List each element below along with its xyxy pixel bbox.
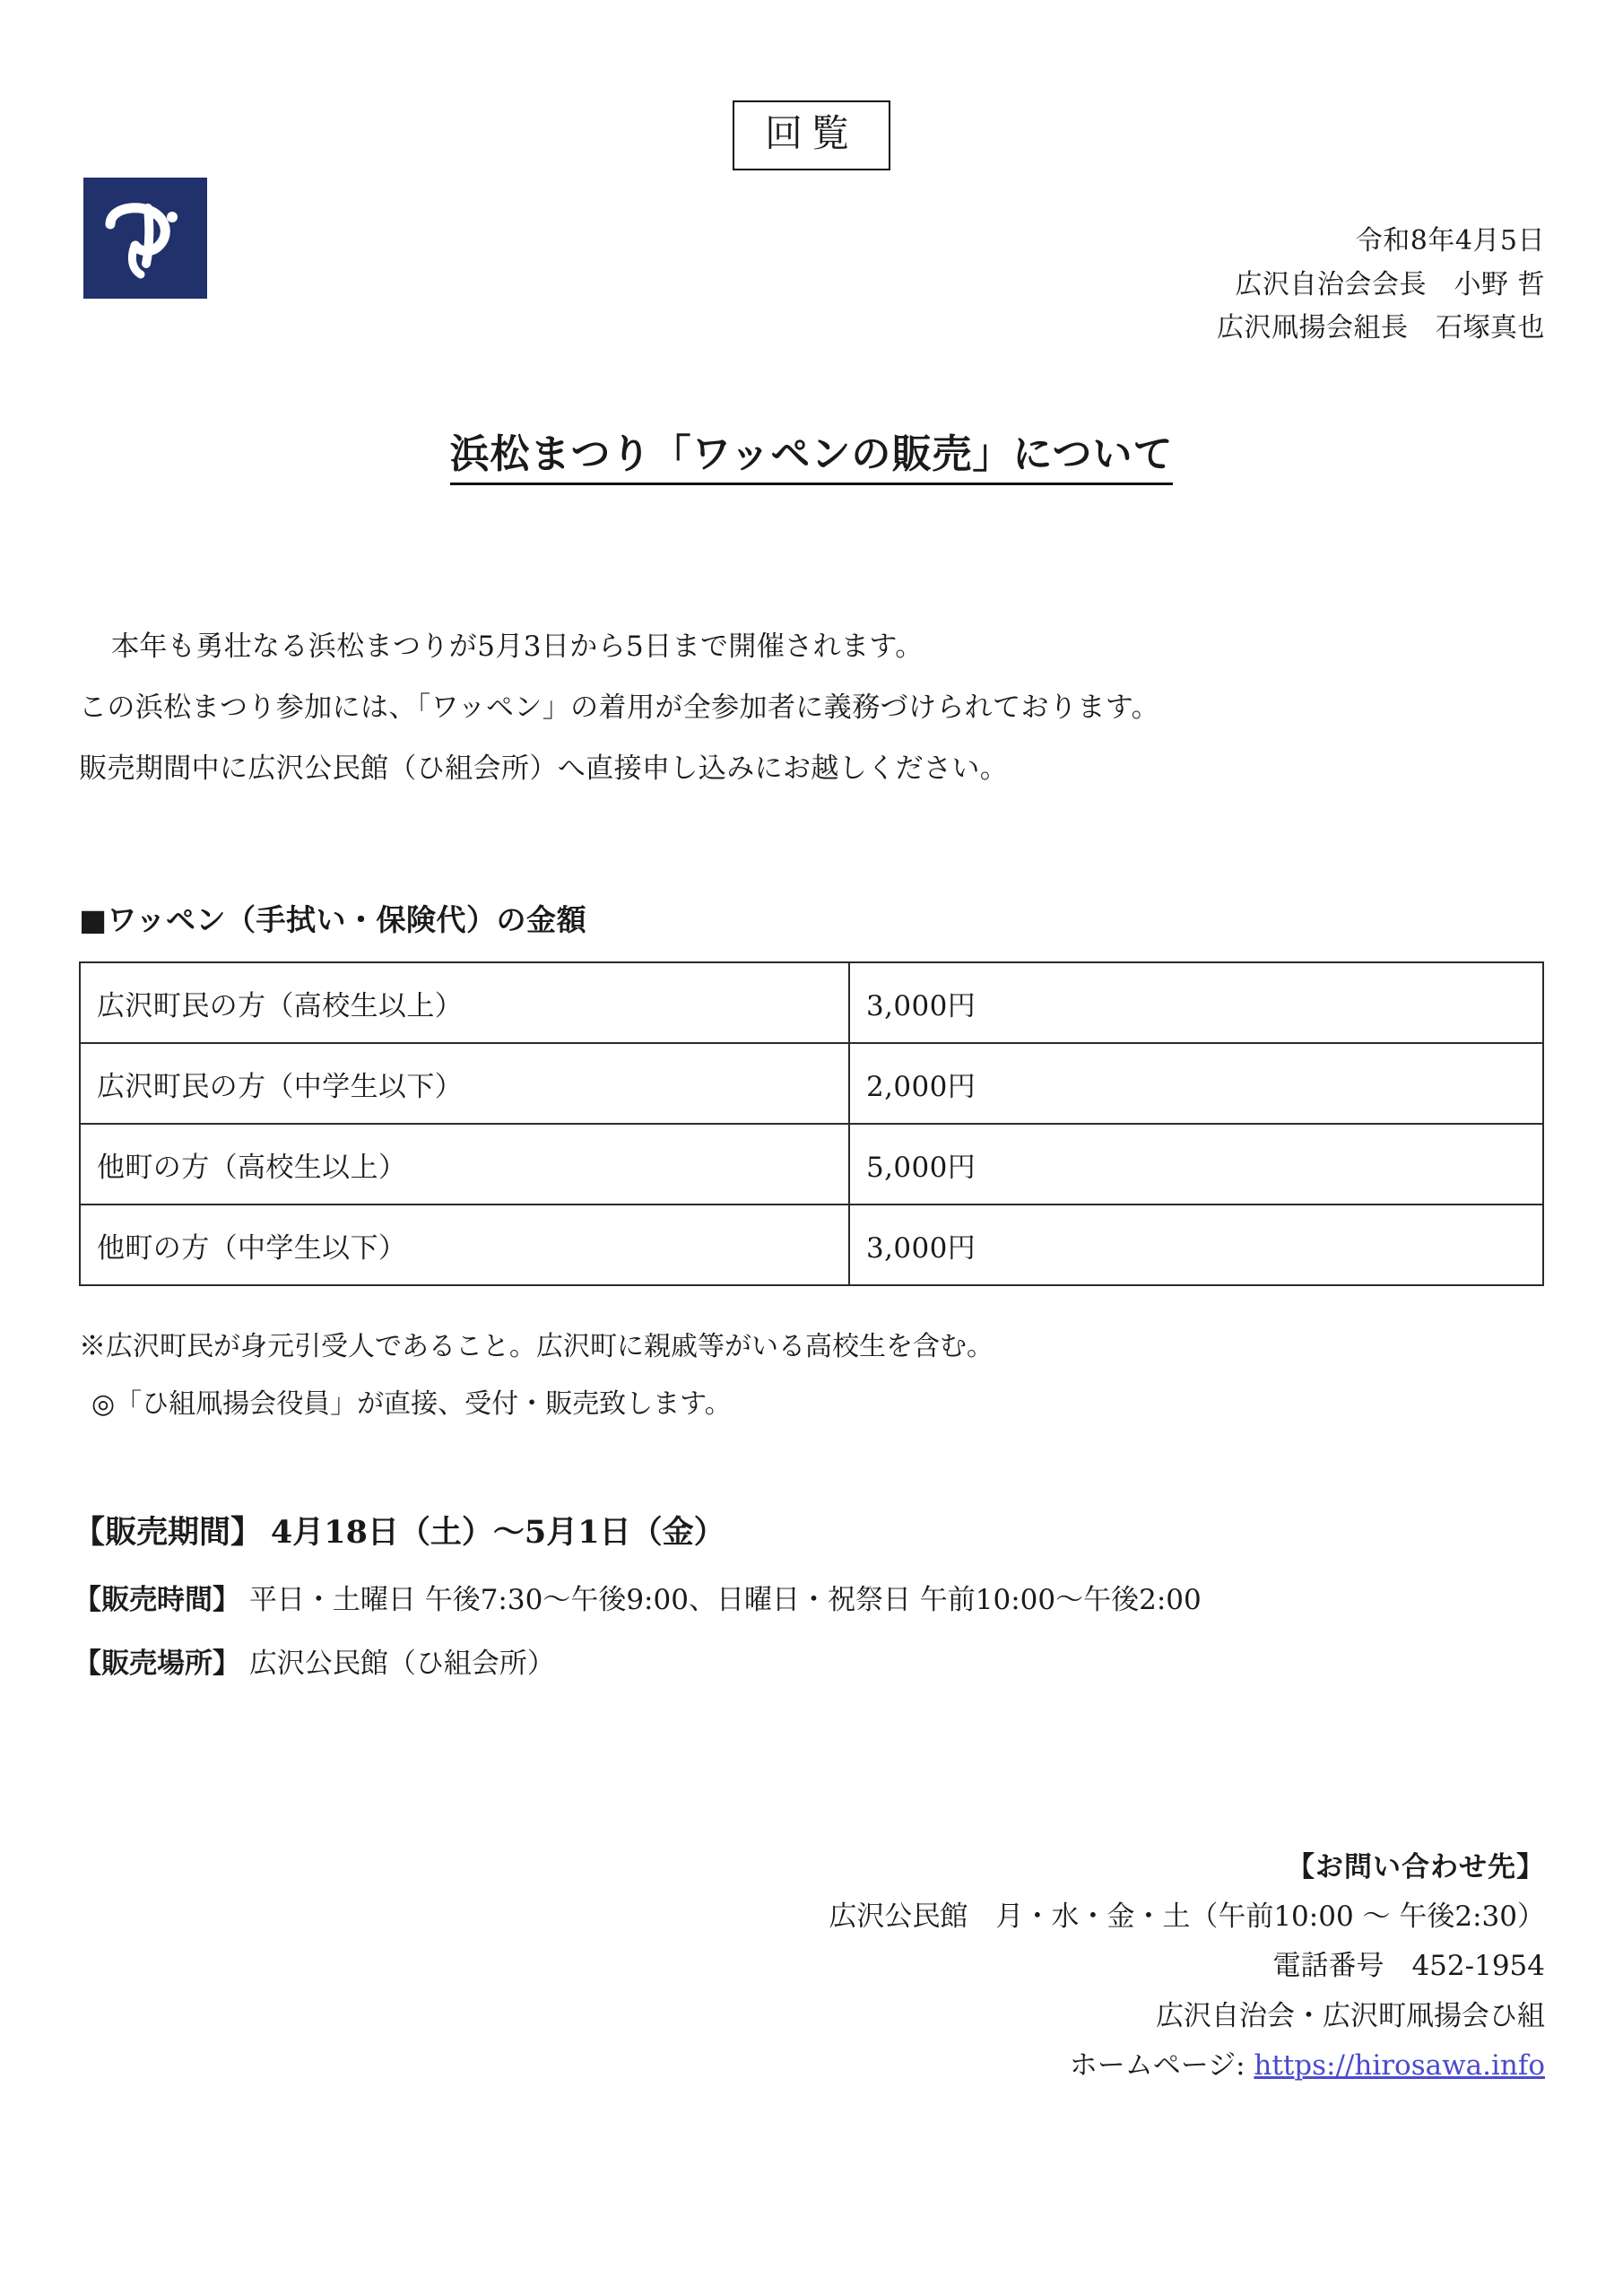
homepage-link[interactable]: https://hirosawa.info [1254, 2048, 1545, 2082]
price-row-label: 広沢町民の方（中学生以下） [80, 1043, 849, 1124]
sale-place-row [74, 1635, 1562, 1693]
table-row [80, 1205, 1543, 1285]
circulation-stamp-wrapper [0, 100, 1623, 170]
contact-homepage-label: ホームページ: [1069, 2048, 1254, 2082]
page-title [0, 422, 1623, 479]
price-row-label: 広沢町民の方（高校生以上） [80, 962, 849, 1043]
price-row-label: 他町の方（中学生以下） [80, 1205, 849, 1285]
page-title-text: 浜松まつり「ワッペンの販売」について [450, 431, 1174, 485]
price-row-value: 3,000円 [849, 1205, 1543, 1285]
table-row [80, 1043, 1543, 1124]
contact-title: 【お問い合わせ先】 [1287, 1851, 1545, 1883]
contact-phone: 電話番号 452-1954 [1272, 1950, 1545, 1983]
circulation-stamp: 回覧 [733, 100, 890, 170]
note-eligibility: ※広沢町民が身元引受人であること。広沢町に親戚等がいる高校生を含む。 [79, 1331, 994, 1362]
contact-homepage-row [829, 2041, 1545, 2091]
intro-line-3: 販売期間中に広沢公民館（ひ組会所）へ直接申し込みにお越しください。 [79, 752, 1009, 785]
contact-organization: 広沢自治会・広沢町凧揚会ひ組 [1156, 1999, 1545, 2032]
sale-place-value: 広沢公民館（ひ組会所） [248, 1647, 555, 1680]
price-row-value: 5,000円 [849, 1124, 1543, 1205]
price-section-heading: ■ワッペン（手拭い・保険代）の金額 [79, 902, 587, 937]
price-table [79, 961, 1544, 1286]
sale-details [74, 1500, 1562, 1699]
intro-line-2: この浜松まつり参加には、「ワッペン」の着用が全参加者に義務づけられております。 [79, 691, 1160, 724]
table-row [80, 1124, 1543, 1205]
sale-period-key: 【販売期間】 [74, 1514, 263, 1551]
price-row-label: 他町の方（高校生以上） [80, 1124, 849, 1205]
table-row [80, 962, 1543, 1043]
price-row-value: 3,000円 [849, 962, 1543, 1043]
sale-period-row [74, 1500, 1562, 1566]
signatory-chairman: 広沢自治会会長 小野 哲 [1235, 268, 1545, 300]
sale-period-value: 4月18日（土）～5月1日（金） [270, 1514, 725, 1551]
intro-line-1: 本年も勇壮なる浜松まつりが5月3日から5日まで開催されます。 [111, 631, 924, 663]
price-row-value: 2,000円 [849, 1043, 1543, 1124]
sale-place-key: 【販売場所】 [74, 1647, 240, 1680]
note-staff: ◎「ひ組凧揚会役員」が直接、受付・販売致します。 [91, 1388, 732, 1420]
notes-block [79, 1320, 1549, 1435]
sale-hours-value: 平日・土曜日 午後7:30～午後9:00、日曜日・祝祭日 午前10:00～午後2:00 [248, 1583, 1202, 1616]
document-date: 令和8年4月5日 [1355, 225, 1545, 257]
sale-hours-key: 【販売時間】 [74, 1583, 240, 1616]
hi-gumi-logo-icon [83, 178, 207, 299]
sale-hours-row [74, 1571, 1562, 1630]
contact-block [829, 1843, 1545, 2091]
signatory-kite-leader: 広沢凧揚会組長 石塚真也 [1217, 312, 1545, 344]
contact-hall-hours: 広沢公民館 月・水・金・土（午前10:00 ～ 午後2:30） [829, 1900, 1545, 1934]
intro-paragraphs [79, 619, 1549, 802]
document-meta [1217, 220, 1545, 351]
